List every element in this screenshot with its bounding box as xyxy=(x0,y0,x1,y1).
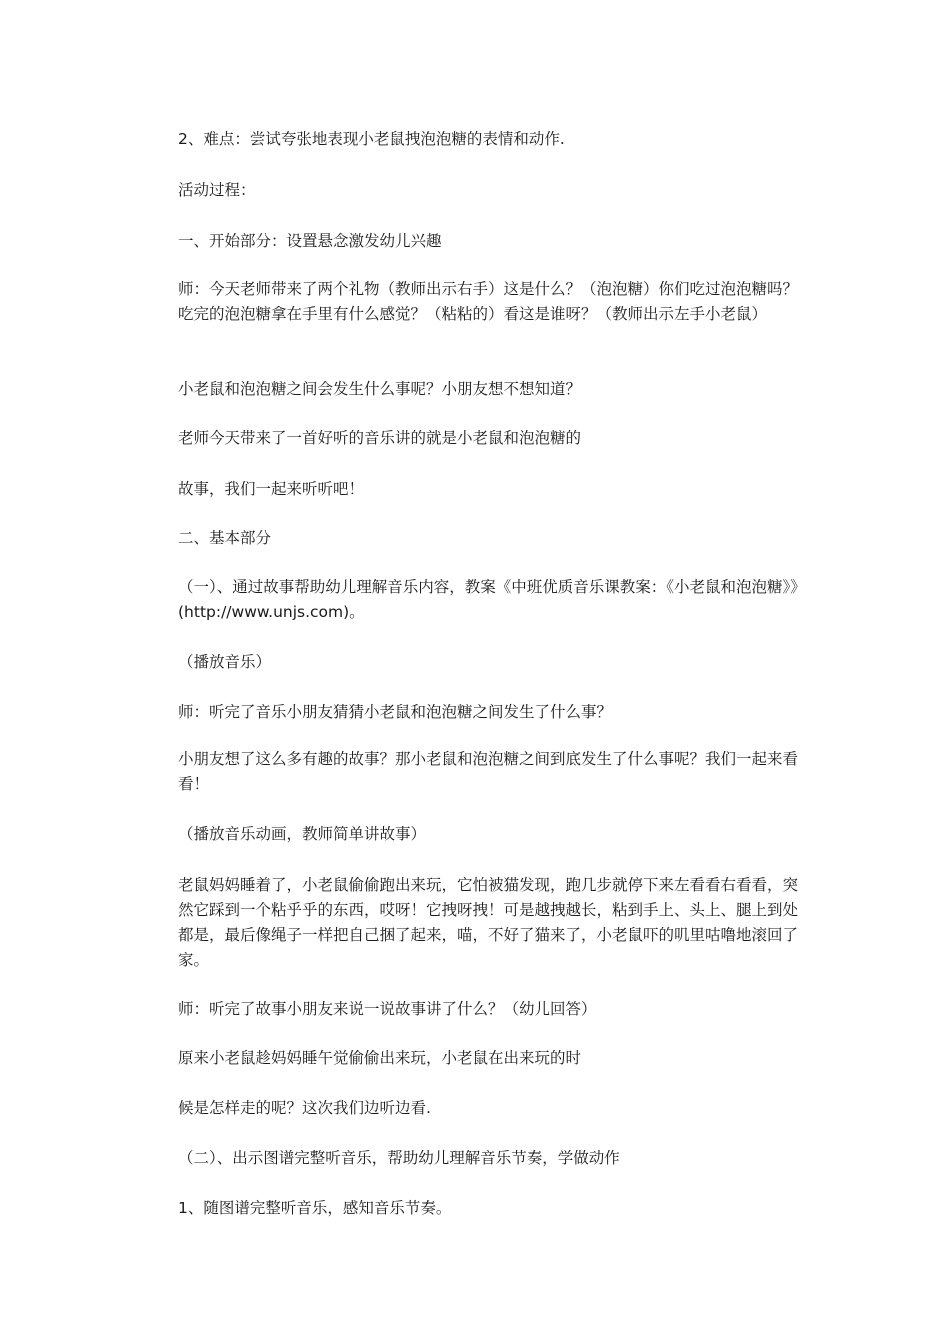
paragraph-story-listen: 故事，我们一起来听听吧！ xyxy=(178,480,365,498)
heading-basic-part: 二、基本部分 xyxy=(178,529,272,547)
paragraph-play-music: （播放音乐） xyxy=(178,653,272,671)
heading-opening-part: 一、开始部分：设置悬念激发幼儿兴趣 xyxy=(178,232,442,250)
paragraph-difficulty: 2、难点：尝试夸张地表现小老鼠拽泡泡糖的表情和动作. xyxy=(178,130,565,148)
paragraph-teacher-gifts: 师：今天老师带来了两个礼物（教师出示右手）这是什么？（泡泡糖）你们吃过泡泡糖吗？吃完的泡泡糖拿在手里有什么感觉？（粘粘的）看这是谁呀？（教师出示左手小老鼠） xyxy=(178,280,799,323)
paragraph-teacher-retell: 师：听完了故事小朋友来说一说故事讲了什么？（幼儿回答） xyxy=(178,1000,597,1018)
paragraph-teacher-music: 老师今天带来了一首好听的音乐讲的就是小老鼠和泡泡糖的 xyxy=(178,429,582,447)
paragraph-section-one: （一）、通过故事帮助幼儿理解音乐内容，教案《中班优质音乐课教案：《小老鼠和泡泡糖》》(http://www.unjs.com)。 xyxy=(178,578,806,621)
paragraph-mouse-story: 老鼠妈妈睡着了，小老鼠偷偷跑出来玩，它怕被猫发现，跑几步就停下来左看看右看看，突然它踩到一个粘乎乎的东西，哎呀！它拽呀拽！可是越拽越长，粘到手上、头上、腿上到处都是，最后像绳子一样把自己捆了起来，喵，不好了猫来了，小老鼠吓的叽里咕噜地滚回了家。 xyxy=(178,876,799,969)
paragraph-section-two: （二）、出示图谱完整听音乐，帮助幼儿理解音乐节奏，学做动作 xyxy=(178,1149,620,1167)
paragraph-how-walk: 候是怎样走的呢？这次我们边听边看. xyxy=(178,1099,431,1117)
paragraph-what-happens: 小老鼠和泡泡糖之间会发生什么事呢？小朋友想不想知道？ xyxy=(178,380,582,398)
paragraph-children-stories: 小朋友想了这么多有趣的故事？那小老鼠和泡泡糖之间到底发生了什么事呢？我们一起来看看！ xyxy=(178,750,799,793)
paragraph-step-one: 1、随图谱完整听音乐，感知音乐节奏。 xyxy=(178,1199,452,1217)
paragraph-mouse-out: 原来小老鼠趁妈妈睡午觉偷偷出来玩，小老鼠在出来玩的时 xyxy=(178,1049,582,1067)
paragraph-teacher-guess: 师：听完了音乐小朋友猜猜小老鼠和泡泡糖之间发生了什么事？ xyxy=(178,703,613,721)
paragraph-play-animation: （播放音乐动画，教师简单讲故事） xyxy=(178,825,427,843)
paragraph-activity-process: 活动过程： xyxy=(178,181,256,199)
